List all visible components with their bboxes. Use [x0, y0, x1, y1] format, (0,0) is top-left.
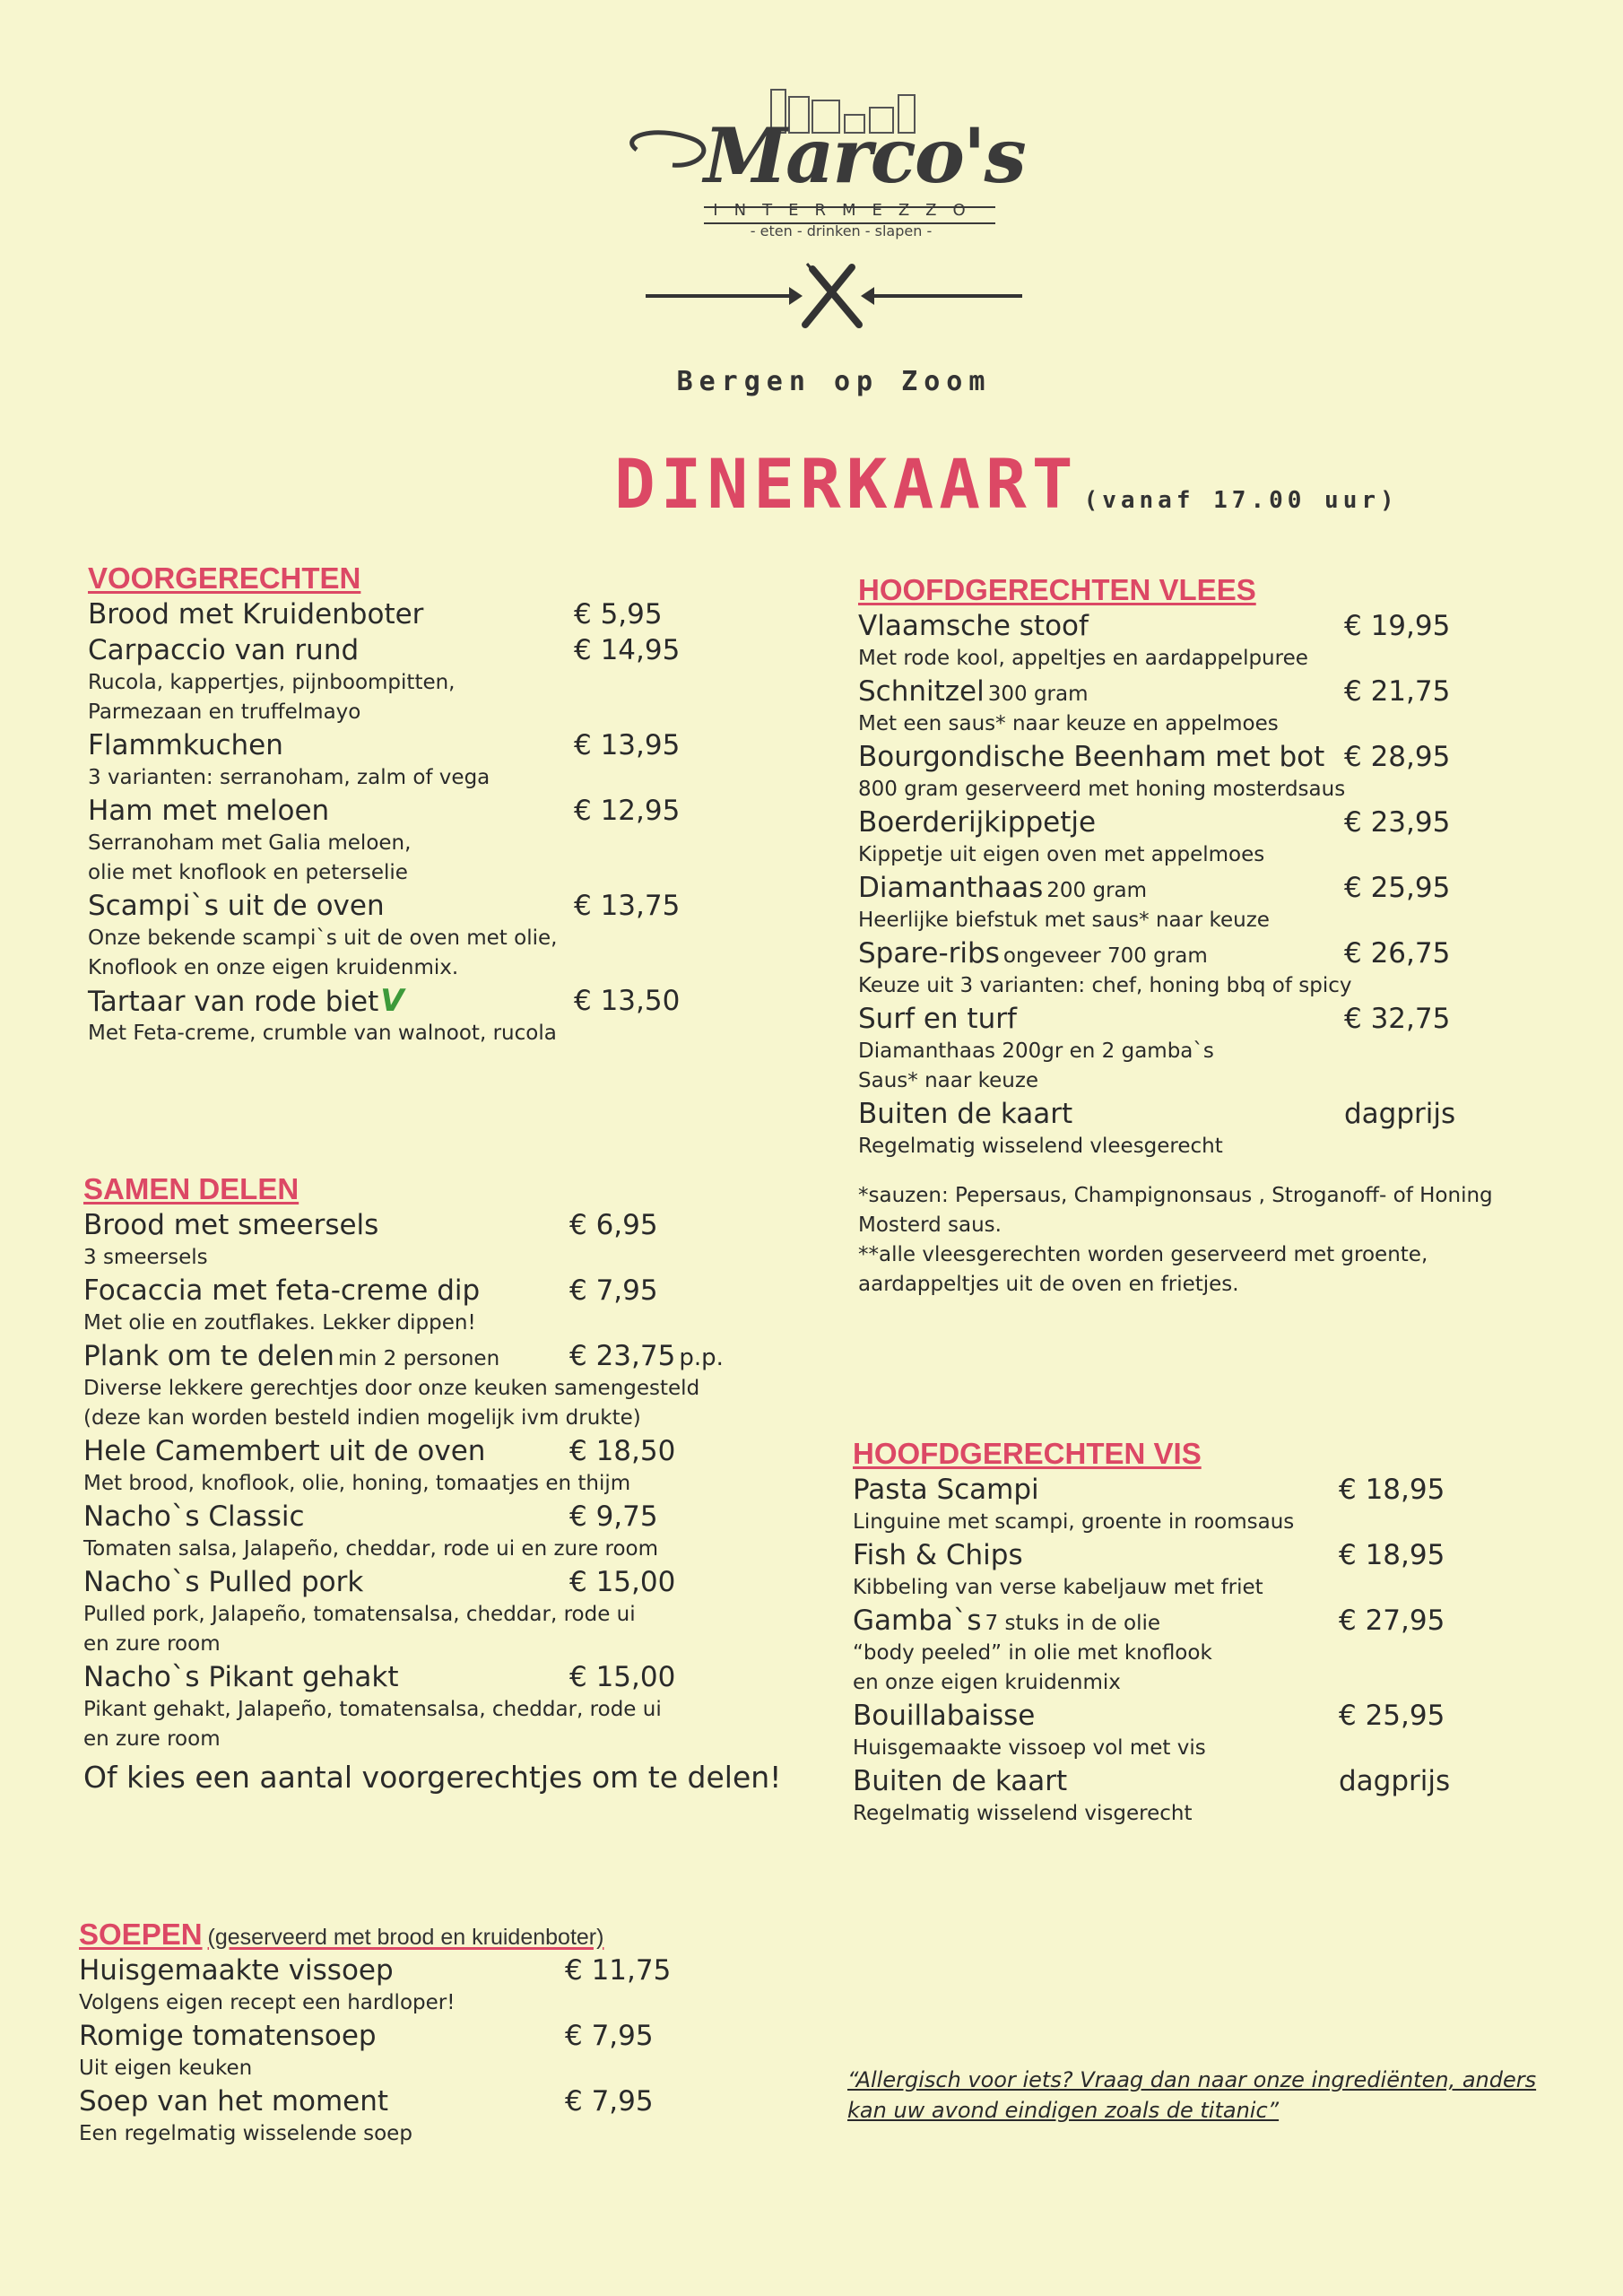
menu-item-row — [88, 983, 716, 1019]
dish-description: Pulled pork, Jalapeño, tomatensalsa, cheddar, rode ui — [83, 1603, 636, 1626]
dish-name: Huisgemaakte vissoep — [79, 1954, 394, 1987]
menu-item — [853, 1537, 1570, 1603]
dish-price-value: € 7,95 — [565, 2085, 654, 2118]
dish-price — [1344, 935, 1450, 971]
dish-price — [569, 1659, 675, 1695]
dish-description: Rucola, kappertjes, pijnboompitten, — [88, 671, 456, 694]
dish-price-value: € 5,95 — [574, 598, 663, 631]
dish-name: Plank om te delen — [83, 1340, 334, 1372]
dish-description: Met olie en zoutflakes. Lekker dippen! — [83, 1311, 476, 1335]
menu-item-row — [858, 870, 1593, 906]
dish-name: Gamba`s — [853, 1605, 982, 1637]
menu-title: DINERKAART — [614, 444, 1079, 524]
dish-portion: 200 gram — [1046, 879, 1148, 902]
section-heading: HOOFDGERECHTEN VIS — [853, 1437, 1202, 1470]
menu-item-row — [79, 1952, 707, 1988]
dish-price — [569, 1207, 658, 1243]
dish-name: Carpaccio van rund — [88, 634, 360, 666]
dish-price — [569, 1564, 675, 1600]
allergy-line: “Allergisch voor iets? Vraag dan naar onze ingrediënten, anders — [847, 2067, 1537, 2092]
sauce-note-line: *sauzen: Pepersaus, Champignonsaus , Stroganoff- of Honing — [858, 1184, 1493, 1207]
dish-price-value: € 13,95 — [574, 729, 681, 761]
logo-subtitle: INTERMEZZO — [713, 201, 982, 220]
dish-description: Volgens eigen recept een hardloper! — [79, 1991, 456, 2014]
menu-item — [858, 804, 1593, 870]
dish-description: olie met knoflook en peterselie — [88, 861, 408, 884]
dish-price-value: € 19,95 — [1344, 610, 1451, 642]
menu-item — [79, 2083, 707, 2149]
menu-item-row — [858, 739, 1593, 775]
menu-item-row — [79, 2083, 707, 2119]
menu-title-subtitle: (vanaf 17.00 uur) — [1083, 487, 1399, 514]
dish-price-value: € 15,00 — [569, 1566, 676, 1598]
dish-price — [574, 632, 680, 668]
dish-name: Pasta Scampi — [853, 1474, 1039, 1506]
dish-name: Tartaar van rode biet — [88, 986, 379, 1018]
dish-price-value: € 7,95 — [565, 2020, 654, 2052]
menu-item-row — [858, 1001, 1593, 1037]
logo-wordmark: Marco's — [704, 111, 1025, 200]
section-heading: SAMEN DELEN — [83, 1172, 299, 1205]
dish-price-value: dagprijs — [1339, 1765, 1451, 1797]
dish-portion: min 2 personen — [337, 1347, 500, 1370]
dish-name: Surf en turf — [858, 1003, 1017, 1035]
menu-item — [858, 739, 1593, 804]
menu-item-row — [858, 935, 1593, 971]
menu-item — [88, 596, 716, 632]
dish-price-value: € 9,75 — [569, 1500, 658, 1533]
dish-price — [1344, 608, 1450, 644]
menu-item — [858, 608, 1593, 674]
dish-description: Heerlijke biefstuk met saus* naar keuze — [858, 909, 1270, 932]
dish-price-value: € 13,50 — [574, 985, 681, 1017]
dish-name: Ham met meloen — [88, 795, 330, 827]
dish-price — [574, 983, 680, 1019]
dish-price-value: € 25,95 — [1339, 1700, 1445, 1732]
menu-item — [83, 1273, 765, 1338]
section-voorgerechten — [88, 561, 716, 1048]
menu-item-row — [83, 1273, 765, 1309]
menu-item — [83, 1659, 765, 1754]
dish-price — [574, 793, 680, 829]
menu-item-row — [853, 1698, 1570, 1734]
dish-description: 3 varianten: serranoham, zalm of vega — [88, 766, 490, 789]
allergy-line: kan uw avond eindigen zoals de titanic” — [847, 2098, 1280, 2123]
dish-name: Flammkuchen — [88, 729, 283, 761]
dish-price — [569, 1499, 658, 1535]
section-soepen — [79, 1917, 707, 2149]
menu-item — [88, 983, 716, 1048]
menu-item-row — [858, 804, 1593, 840]
menu-item-row — [88, 727, 716, 763]
dish-price — [574, 727, 680, 763]
dish-price-value: € 21,75 — [1344, 675, 1451, 708]
dish-name: Soep van het moment — [79, 2085, 389, 2118]
menu-item-row — [858, 1096, 1593, 1132]
cutlery-divider-icon — [637, 251, 1031, 341]
section-heading — [79, 1917, 707, 1952]
menu-item — [858, 870, 1593, 935]
menu-item-row — [88, 888, 716, 924]
menu-item — [853, 1472, 1570, 1537]
menu-item — [858, 1096, 1593, 1161]
restaurant-logo — [619, 83, 1031, 262]
dish-price-value: € 27,95 — [1339, 1605, 1445, 1637]
dish-price-unit: p.p. — [679, 1344, 724, 1371]
menu-item-row — [83, 1338, 765, 1374]
dish-price — [574, 596, 663, 632]
dish-price — [1344, 674, 1450, 709]
dish-price — [1339, 1537, 1445, 1573]
dish-description: Keuze uit 3 varianten: chef, honing bbq of spicy — [858, 974, 1352, 997]
dish-name: Diamanthaas — [858, 872, 1044, 904]
dish-name: Buiten de kaart — [853, 1765, 1068, 1797]
logo-tagline: - eten - drinken - slapen - — [750, 222, 933, 239]
dish-price-value: € 18,50 — [569, 1435, 676, 1467]
dish-description: Met brood, knoflook, olie, honing, tomaatjes en thijm — [83, 1472, 631, 1495]
dish-description: Kippetje uit eigen oven met appelmoes — [858, 843, 1265, 866]
dish-name: Nacho`s Pulled pork — [83, 1566, 364, 1598]
dish-description: 3 smeersels — [83, 1246, 208, 1269]
dish-price-value: dagprijs — [1344, 1098, 1456, 1130]
menu-item — [83, 1207, 765, 1273]
dish-price — [565, 2018, 654, 2054]
menu-item — [88, 793, 716, 888]
menu-item-row — [88, 596, 716, 632]
dish-name: Bourgondische Beenham met bot — [858, 741, 1325, 773]
dish-description: Diverse lekkere gerechtjes door onze keuken samengesteld — [83, 1377, 700, 1400]
dish-description: Uit eigen keuken — [79, 2057, 253, 2080]
dish-portion: 300 gram — [987, 683, 1089, 706]
dish-price-value: € 11,75 — [565, 1954, 672, 1987]
sauce-note-line: **alle vleesgerechten worden geserveerd met groente, — [858, 1243, 1428, 1266]
menu-item — [88, 888, 716, 983]
dish-description: Serranoham met Galia meloen, — [88, 831, 412, 855]
dish-name: Buiten de kaart — [858, 1098, 1073, 1130]
menu-item-row — [853, 1763, 1570, 1799]
allergy-notice — [847, 2065, 1536, 2126]
menu-item-row — [853, 1603, 1570, 1639]
menu-item-row — [83, 1499, 765, 1535]
dish-description: Linguine met scampi, groente in roomsaus — [853, 1510, 1295, 1534]
dish-name: Nacho`s Pikant gehakt — [83, 1661, 399, 1693]
sauce-note-line: aardappeltjes uit de oven en frietjes. — [858, 1273, 1239, 1296]
dish-description: Een regelmatig wisselende soep — [79, 2122, 412, 2145]
section-heading: VOORGERECHTEN — [88, 561, 361, 595]
menu-item — [79, 1952, 707, 2018]
dish-description: Onze bekende scampi`s uit de oven met olie, — [88, 926, 558, 950]
menu-item — [83, 1433, 765, 1499]
dish-price-value: € 15,00 — [569, 1661, 676, 1693]
dish-description: 800 gram geserveerd met honing mosterdsaus — [858, 778, 1346, 801]
menu-item — [853, 1603, 1570, 1698]
dish-name: Spare-ribs — [858, 937, 1000, 970]
menu-item-row — [853, 1537, 1570, 1573]
dish-description: Regelmatig wisselend vleesgerecht — [858, 1135, 1223, 1158]
menu-item — [83, 1338, 765, 1433]
menu-item — [83, 1499, 765, 1564]
dish-price-value: € 23,95 — [1344, 806, 1451, 839]
dish-price-value: € 25,95 — [1344, 872, 1451, 904]
dish-price — [565, 2083, 654, 2119]
dish-name: Focaccia met feta-creme dip — [83, 1274, 481, 1307]
dish-name: Brood met smeersels — [83, 1209, 379, 1241]
menu-item — [858, 935, 1593, 1001]
section-samen-delen — [83, 1171, 782, 1795]
dish-description: Tomaten salsa, Jalapeño, cheddar, rode ui en zure room — [83, 1537, 659, 1561]
menu-item-row — [858, 608, 1593, 644]
dish-name: Fish & Chips — [853, 1539, 1023, 1571]
dish-portion: 7 stuks in de olie — [985, 1612, 1161, 1635]
dish-price-value: € 7,95 — [569, 1274, 658, 1307]
dish-price — [1339, 1603, 1445, 1639]
dish-name: Vlaamsche stoof — [858, 610, 1089, 642]
menu-item — [853, 1698, 1570, 1763]
dish-price — [1339, 1698, 1445, 1734]
dish-price — [574, 888, 680, 924]
sauce-note-line: Mosterd saus. — [858, 1213, 1002, 1237]
menu-item — [88, 727, 716, 793]
section-heading-note: (geserveerd met brood en kruidenboter) — [207, 1925, 604, 1950]
section-hoofdgerechten-vis — [853, 1436, 1570, 1829]
dish-description: “body peeled” in olie met knoflook — [853, 1641, 1212, 1665]
dish-price-value: € 14,95 — [574, 634, 681, 666]
menu-item-row — [83, 1564, 765, 1600]
menu-item-row — [88, 793, 716, 829]
dish-description: en onze eigen kruidenmix — [853, 1671, 1121, 1694]
dish-description: Met rode kool, appeltjes en aardappelpuree — [858, 647, 1308, 670]
menu-item — [853, 1763, 1570, 1829]
dish-price-value: € 28,95 — [1344, 741, 1451, 773]
dish-description: Kibbeling van verse kabeljauw met friet — [853, 1576, 1263, 1599]
sauce-notes — [858, 1181, 1593, 1300]
menu-item-row — [83, 1207, 765, 1243]
dish-description: Knoflook en onze eigen kruidenmix. — [88, 956, 459, 979]
dish-description: en zure room — [83, 1727, 221, 1751]
dish-name: Boerderijkippetje — [858, 806, 1097, 839]
dish-description: Huisgemaakte vissoep vol met vis — [853, 1736, 1206, 1760]
dish-name: Nacho`s Classic — [83, 1500, 305, 1533]
dish-price — [569, 1338, 724, 1376]
dish-price — [1339, 1763, 1450, 1799]
menu-title-row — [614, 444, 1399, 524]
dish-name: Brood met Kruidenboter — [88, 598, 424, 631]
dish-description: Met een saus* naar keuze en appelmoes — [858, 712, 1279, 735]
dish-price-value: € 6,95 — [569, 1209, 658, 1241]
dish-price — [1344, 1001, 1450, 1037]
vegetarian-icon: V — [380, 983, 404, 1019]
dish-description: Met Feta-creme, crumble van walnoot, rucola — [88, 1022, 557, 1045]
menu-item — [858, 1001, 1593, 1096]
sharing-closing-line: Of kies een aantal voorgerechtjes om te delen! — [83, 1760, 782, 1795]
menu-item-row — [83, 1433, 765, 1469]
dish-description: Pikant gehakt, Jalapeño, tomatensalsa, cheddar, rode ui — [83, 1698, 662, 1721]
dish-price — [1344, 1096, 1455, 1132]
dish-price-value: € 13,75 — [574, 890, 681, 922]
dish-description: Parmezaan en truffelmayo — [88, 700, 361, 724]
dish-portion: ongeveer 700 gram — [1002, 944, 1208, 968]
dish-price — [1344, 870, 1450, 906]
dish-price-value: € 18,95 — [1339, 1474, 1445, 1506]
dish-name: Romige tomatensoep — [79, 2020, 377, 2052]
menu-item-row — [858, 674, 1593, 709]
dish-name: Hele Camembert uit de oven — [83, 1435, 486, 1467]
dish-price-value: € 23,75 — [569, 1340, 676, 1372]
dish-description: Saus* naar keuze — [858, 1069, 1039, 1092]
menu-item — [79, 2018, 707, 2083]
dish-name: Scampi`s uit de oven — [88, 890, 385, 922]
city-name: Bergen op Zoom — [676, 366, 992, 397]
menu-item-row — [83, 1659, 765, 1695]
menu-item — [83, 1564, 765, 1659]
dish-price-value: € 26,75 — [1344, 937, 1451, 970]
menu-item-row — [88, 632, 716, 668]
dish-price-value: € 12,95 — [574, 795, 681, 827]
dish-price-value: € 32,75 — [1344, 1003, 1451, 1035]
section-hoofdgerechten-vlees — [858, 572, 1593, 1300]
menu-item — [88, 632, 716, 727]
dish-description: en zure room — [83, 1632, 221, 1656]
dish-description: Diamanthaas 200gr en 2 gamba`s — [858, 1039, 1214, 1063]
dish-price — [1344, 739, 1450, 775]
dish-price — [569, 1433, 675, 1469]
section-heading-label: SOEPEN — [79, 1918, 203, 1951]
dish-name: Bouillabaisse — [853, 1700, 1036, 1732]
dish-price — [569, 1273, 658, 1309]
menu-item-row — [79, 2018, 707, 2054]
dish-price — [565, 1952, 671, 1988]
section-heading: HOOFDGERECHTEN VLEES — [858, 573, 1256, 606]
dish-name: Schnitzel — [858, 675, 985, 708]
menu-item-row — [853, 1472, 1570, 1508]
dish-description: (deze kan worden besteld indien mogelijk ivm drukte) — [83, 1406, 641, 1430]
menu-item — [858, 674, 1593, 739]
dish-price — [1339, 1472, 1445, 1508]
dish-price-value: € 18,95 — [1339, 1539, 1445, 1571]
dish-description: Regelmatig wisselend visgerecht — [853, 1802, 1193, 1825]
dish-price — [1344, 804, 1450, 840]
